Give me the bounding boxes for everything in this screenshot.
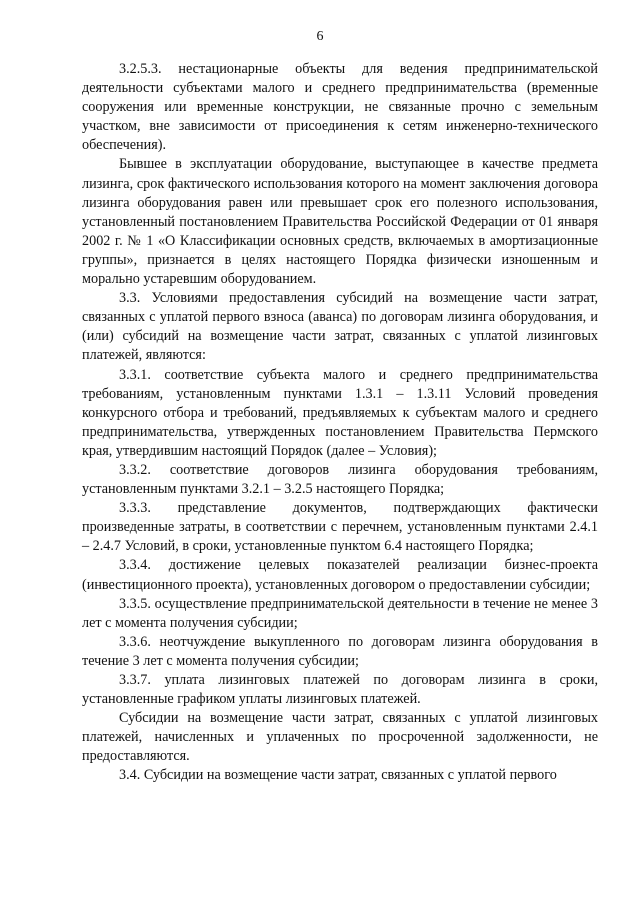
paragraph-3-3-2: 3.3.2. соответствие договоров лизинга оборудования требованиям, установленным пунктами 3.2.1 – 3.2.5 настоящего Порядка; (82, 461, 598, 498)
paragraph-3-3-1: 3.3.1. соответствие субъекта малого и среднего предпринимательства требованиям, установленным пунктами 1.3.1 – 1.3.11 Условий проведения конкурсного отбора и требований, предъявляемых к субъектам малого и среднего предпринимательства, утвержденных постановлением Правительства Пермского края, утвердившим настоящий Порядок (далее – Условия); (82, 366, 598, 459)
paragraph-overdue-subsidies: Субсидии на возмещение части затрат, связанных с уплатой лизинговых платежей, начисленных и уплаченных по просроченной задолженности, не предоставляются. (82, 710, 598, 765)
page-number: 6 (316, 29, 324, 44)
paragraph-3-3-4: 3.3.4. достижение целевых показателей реализации бизнес-проекта (инвестиционного проекта), установленных договором о предоставлении субсидии; (82, 557, 598, 593)
paragraph-3-3-3: 3.3.3. представление документов, подтверждающих фактически произведенные затраты, в соответствии с перечнем, установленным пунктами 2.4.1 – 2.4.7 Условий, в сроки, установленные пунктом 6.4 настоящего Порядка; (82, 500, 598, 555)
paragraph-3-2-5-3: 3.2.5.3. нестационарные объекты для ведения предпринимательской деятельности субъектами малого и среднего предпринимательства (временные сооружения или временные конструкции, не связанные прочно с земельным участком, вне зависимости от присоединения к сетям инженерно-технического обеспечения). (82, 61, 598, 154)
document-body (82, 60, 598, 786)
paragraph-used-equipment: Бывшее в эксплуатации оборудование, выступающее в качестве предмета лизинга, срок фактического использования которого на момент заключения договора лизинга оборудования равен или превышает срок его полезного использования, установленный постановлением Правительства Российской Федерации от 01 января 2002 г. № 1 «О Классификации основных средств, включаемых в амортизационные группы», признается в целях настоящего Порядка физически изношенным и морально устаревшим оборудованием. (82, 156, 598, 288)
paragraph-3-3-7: 3.3.7. уплата лизинговых платежей по договорам лизинга в сроки, установленные графиком уплаты лизинговых платежей. (82, 672, 598, 708)
paragraph-3-3: 3.3. Условиями предоставления субсидий на возмещение части затрат, связанных с уплатой первого взноса (аванса) по договорам лизинга оборудования, и (или) субсидий на возмещение части затрат, связанных с уплатой лизинговых платежей, являются: (82, 290, 598, 364)
paragraph-3-4: 3.4. Субсидии на возмещение части затрат, связанных с уплатой первого (119, 767, 557, 784)
paragraph-3-3-5: 3.3.5. осуществление предпринимательской деятельности в течение не менее 3 лет с момента получения субсидии; (82, 595, 598, 631)
paragraph-3-3-6: 3.3.6. неотчуждение выкупленного по договорам лизинга оборудования в течение 3 лет с момента получения субсидии; (82, 633, 598, 669)
